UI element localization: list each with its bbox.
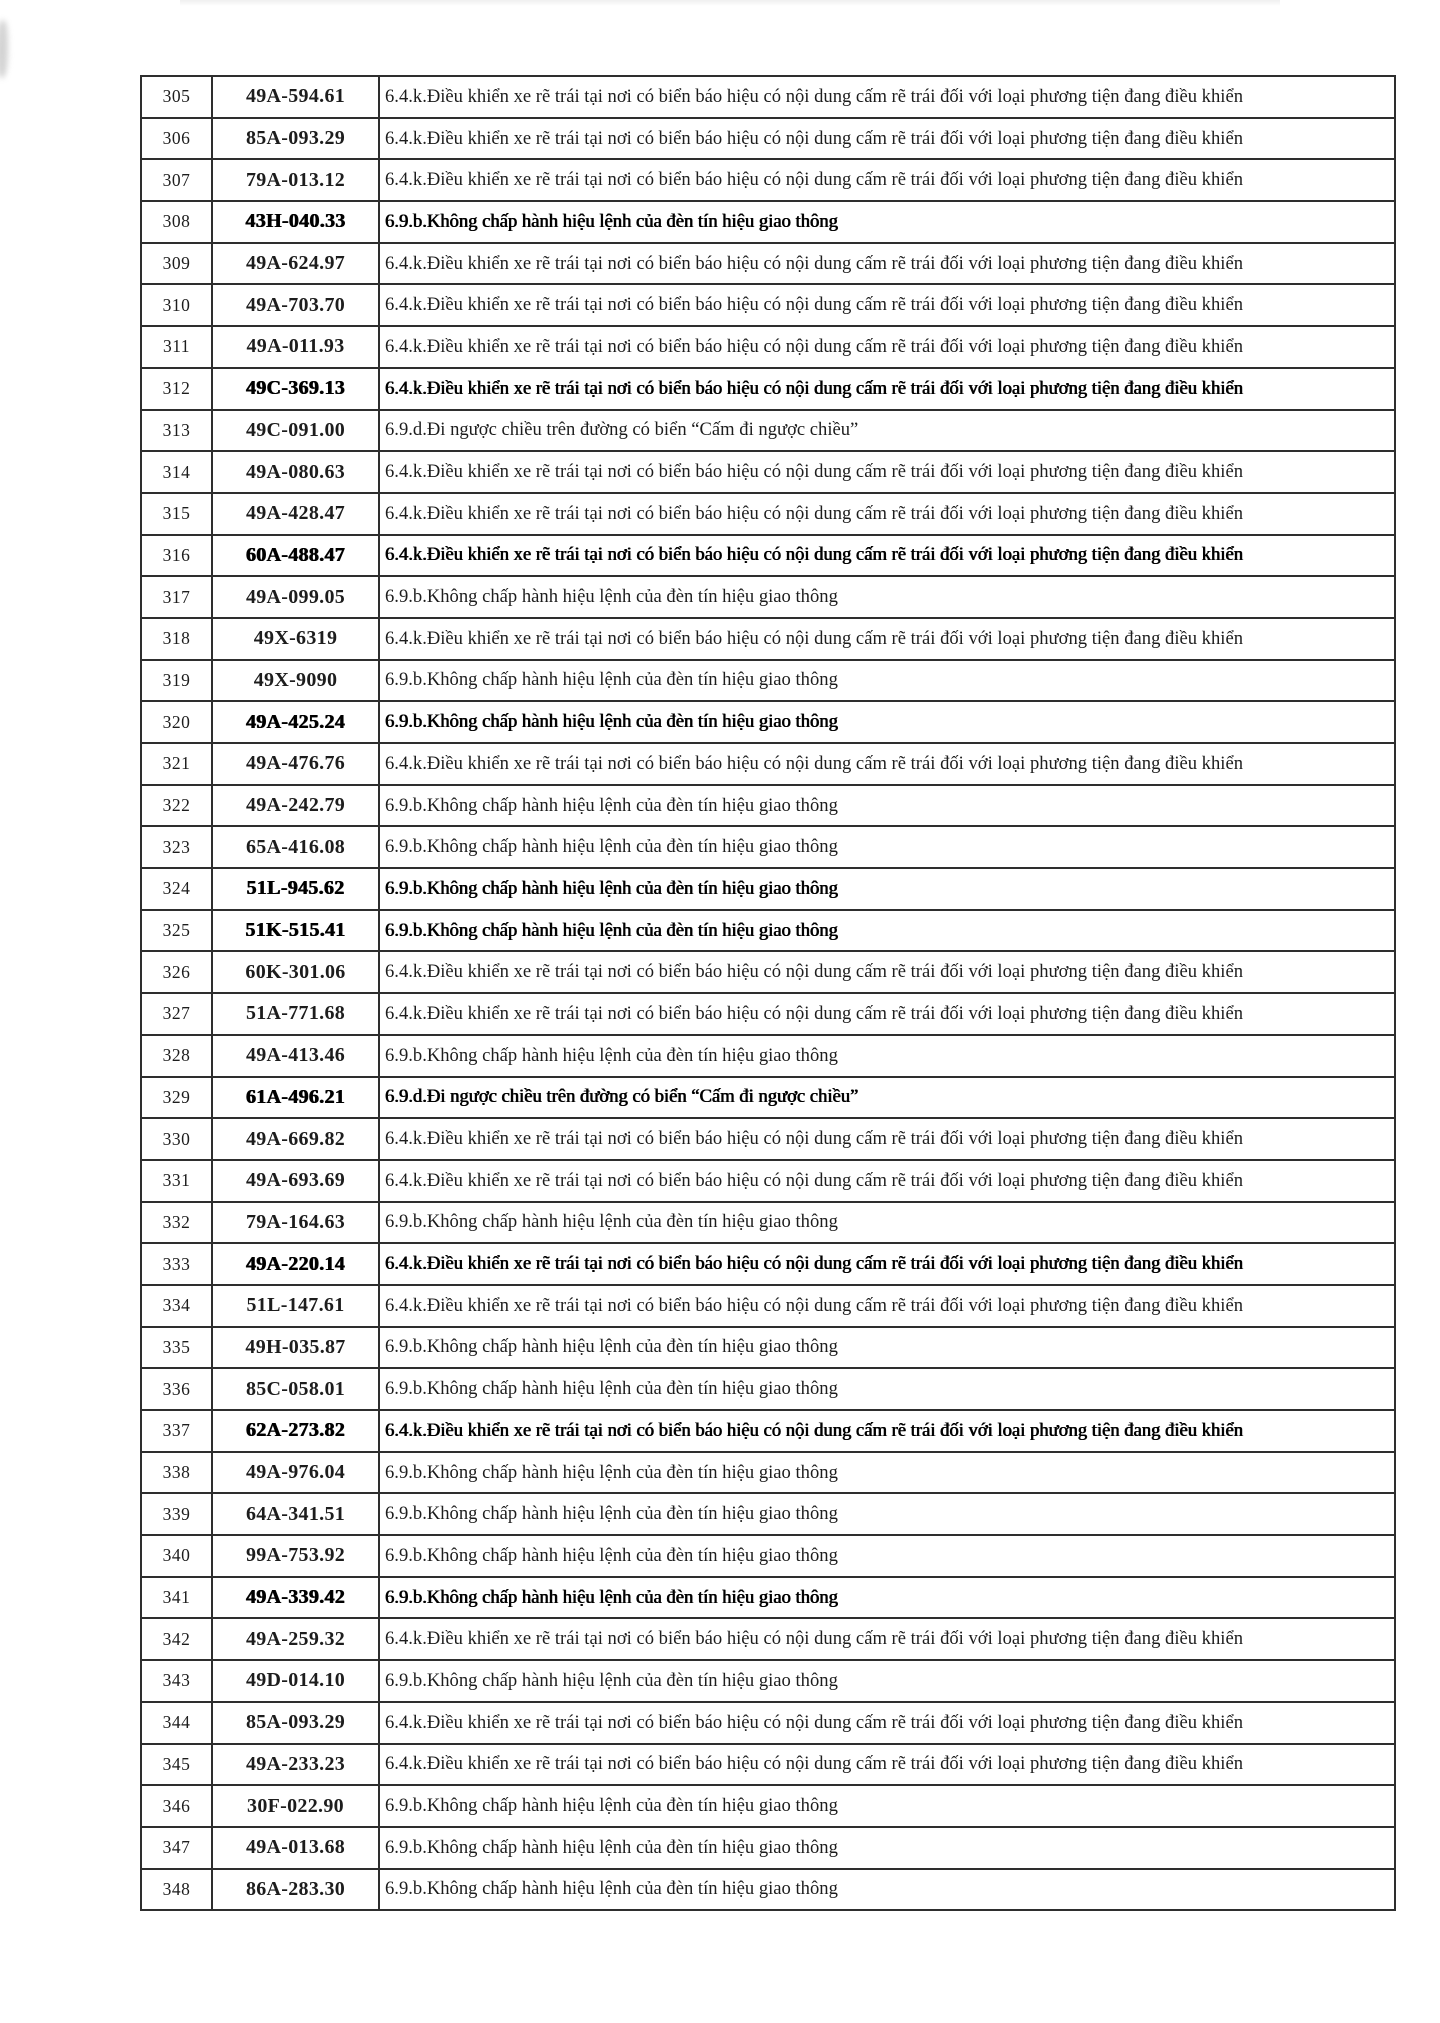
row-number-cell: 319 [141, 660, 212, 702]
row-number-cell: 321 [141, 743, 212, 785]
violation-description-cell: 6.4.k.Điều khiển xe rẽ trái tại nơi có biển báo hiệu có nội dung cấm rẽ trái đối với loại phương tiện đang điều khiển [379, 1285, 1395, 1327]
violation-description-cell: 6.9.b.Không chấp hành hiệu lệnh của đèn tín hiệu giao thông [379, 785, 1395, 827]
license-plate-cell: 85A-093.29 [212, 1702, 379, 1744]
row-number-cell: 348 [141, 1869, 212, 1911]
row-number-cell: 315 [141, 493, 212, 535]
row-number-cell: 305 [141, 76, 212, 118]
violation-description-cell: 6.4.k.Điều khiển xe rẽ trái tại nơi có biển báo hiệu có nội dung cấm rẽ trái đối với loại phương tiện đang điều khiển [379, 1243, 1395, 1285]
violation-description-cell: 6.4.k.Điều khiển xe rẽ trái tại nơi có biển báo hiệu có nội dung cấm rẽ trái đối với loại phương tiện đang điều khiển [379, 76, 1395, 118]
violation-description-cell: 6.4.k.Điều khiển xe rẽ trái tại nơi có biển báo hiệu có nội dung cấm rẽ trái đối với loại phương tiện đang điều khiển [379, 118, 1395, 160]
row-number-cell: 311 [141, 326, 212, 368]
license-plate-cell: 49X-6319 [212, 618, 379, 660]
violation-description-cell: 6.9.b.Không chấp hành hiệu lệnh của đèn tín hiệu giao thông [379, 576, 1395, 618]
violation-description-cell: 6.9.b.Không chấp hành hiệu lệnh của đèn tín hiệu giao thông [379, 1035, 1395, 1077]
row-number-cell: 342 [141, 1618, 212, 1660]
license-plate-cell: 49A-425.24 [212, 701, 379, 743]
table-row [141, 1160, 1395, 1202]
table-row [141, 1702, 1395, 1744]
table-row [141, 1285, 1395, 1327]
table-row [141, 1452, 1395, 1494]
table-row [141, 493, 1395, 535]
row-number-cell: 326 [141, 951, 212, 993]
table-row [141, 1660, 1395, 1702]
license-plate-cell: 49A-339.42 [212, 1577, 379, 1619]
table-row [141, 1327, 1395, 1369]
table-row [141, 1077, 1395, 1119]
license-plate-cell: 49A-624.97 [212, 243, 379, 285]
license-plate-cell: 99A-753.92 [212, 1535, 379, 1577]
row-number-cell: 339 [141, 1493, 212, 1535]
violation-description-cell: 6.9.b.Không chấp hành hiệu lệnh của đèn tín hiệu giao thông [379, 1577, 1395, 1619]
license-plate-cell: 49A-099.05 [212, 576, 379, 618]
row-number-cell: 337 [141, 1410, 212, 1452]
table-row [141, 826, 1395, 868]
table-row [141, 410, 1395, 452]
violation-description-cell: 6.4.k.Điều khiển xe rẽ trái tại nơi có biển báo hiệu có nội dung cấm rẽ trái đối với loại phương tiện đang điều khiển [379, 1744, 1395, 1786]
violation-description-cell: 6.4.k.Điều khiển xe rẽ trái tại nơi có biển báo hiệu có nội dung cấm rẽ trái đối với loại phương tiện đang điều khiển [379, 1118, 1395, 1160]
license-plate-cell: 79A-164.63 [212, 1202, 379, 1244]
license-plate-cell: 49C-091.00 [212, 410, 379, 452]
scan-edge-artifact-left [0, 20, 8, 78]
row-number-cell: 331 [141, 1160, 212, 1202]
table-row [141, 576, 1395, 618]
license-plate-cell: 49A-259.32 [212, 1618, 379, 1660]
table-row [141, 660, 1395, 702]
row-number-cell: 329 [141, 1077, 212, 1119]
violation-description-cell: 6.9.b.Không chấp hành hiệu lệnh của đèn tín hiệu giao thông [379, 1827, 1395, 1869]
license-plate-cell: 49A-011.93 [212, 326, 379, 368]
row-number-cell: 308 [141, 201, 212, 243]
violation-description-cell: 6.9.b.Không chấp hành hiệu lệnh của đèn tín hiệu giao thông [379, 660, 1395, 702]
table-row [141, 76, 1395, 118]
violation-description-cell: 6.9.b.Không chấp hành hiệu lệnh của đèn tín hiệu giao thông [379, 868, 1395, 910]
violation-description-cell: 6.4.k.Điều khiển xe rẽ trái tại nơi có biển báo hiệu có nội dung cấm rẽ trái đối với loại phương tiện đang điều khiển [379, 951, 1395, 993]
row-number-cell: 322 [141, 785, 212, 827]
violation-description-cell: 6.9.b.Không chấp hành hiệu lệnh của đèn tín hiệu giao thông [379, 201, 1395, 243]
table-row [141, 1410, 1395, 1452]
row-number-cell: 347 [141, 1827, 212, 1869]
table-row [141, 993, 1395, 1035]
table-row [141, 618, 1395, 660]
violation-description-cell: 6.4.k.Điều khiển xe rẽ trái tại nơi có biển báo hiệu có nội dung cấm rẽ trái đối với loại phương tiện đang điều khiển [379, 1618, 1395, 1660]
violation-description-cell: 6.4.k.Điều khiển xe rẽ trái tại nơi có biển báo hiệu có nội dung cấm rẽ trái đối với loại phương tiện đang điều khiển [379, 159, 1395, 201]
license-plate-cell: 49H-035.87 [212, 1327, 379, 1369]
row-number-cell: 335 [141, 1327, 212, 1369]
violation-description-cell: 6.9.b.Không chấp hành hiệu lệnh của đèn tín hiệu giao thông [379, 1202, 1395, 1244]
table-row [141, 1618, 1395, 1660]
violation-description-cell: 6.9.b.Không chấp hành hiệu lệnh của đèn tín hiệu giao thông [379, 1327, 1395, 1369]
table-row [141, 1243, 1395, 1285]
row-number-cell: 330 [141, 1118, 212, 1160]
row-number-cell: 317 [141, 576, 212, 618]
license-plate-cell: 49A-693.69 [212, 1160, 379, 1202]
license-plate-cell: 60A-488.47 [212, 535, 379, 577]
license-plate-cell: 62A-273.82 [212, 1410, 379, 1452]
row-number-cell: 333 [141, 1243, 212, 1285]
table-row [141, 451, 1395, 493]
license-plate-cell: 49A-220.14 [212, 1243, 379, 1285]
row-number-cell: 341 [141, 1577, 212, 1619]
row-number-cell: 309 [141, 243, 212, 285]
license-plate-cell: 79A-013.12 [212, 159, 379, 201]
row-number-cell: 336 [141, 1368, 212, 1410]
table-row [141, 1202, 1395, 1244]
license-plate-cell: 85C-058.01 [212, 1368, 379, 1410]
table-row [141, 1577, 1395, 1619]
violation-description-cell: 6.9.b.Không chấp hành hiệu lệnh của đèn tín hiệu giao thông [379, 1535, 1395, 1577]
table-row [141, 535, 1395, 577]
row-number-cell: 320 [141, 701, 212, 743]
row-number-cell: 318 [141, 618, 212, 660]
traffic-violations-table [140, 75, 1396, 1911]
license-plate-cell: 49C-369.13 [212, 368, 379, 410]
table-row [141, 368, 1395, 410]
license-plate-cell: 51L-945.62 [212, 868, 379, 910]
violation-description-cell: 6.4.k.Điều khiển xe rẽ trái tại nơi có biển báo hiệu có nội dung cấm rẽ trái đối với loại phương tiện đang điều khiển [379, 1410, 1395, 1452]
violation-description-cell: 6.9.d.Đi ngược chiều trên đường có biển “Cấm đi ngược chiều” [379, 1077, 1395, 1119]
license-plate-cell: 64A-341.51 [212, 1493, 379, 1535]
violation-description-cell: 6.9.b.Không chấp hành hiệu lệnh của đèn tín hiệu giao thông [379, 1785, 1395, 1827]
table-row [141, 201, 1395, 243]
row-number-cell: 345 [141, 1744, 212, 1786]
license-plate-cell: 49A-080.63 [212, 451, 379, 493]
row-number-cell: 344 [141, 1702, 212, 1744]
license-plate-cell: 65A-416.08 [212, 826, 379, 868]
row-number-cell: 324 [141, 868, 212, 910]
violations-table-body [141, 76, 1395, 1910]
license-plate-cell: 61A-496.21 [212, 1077, 379, 1119]
row-number-cell: 328 [141, 1035, 212, 1077]
violation-description-cell: 6.9.b.Không chấp hành hiệu lệnh của đèn tín hiệu giao thông [379, 1869, 1395, 1911]
license-plate-cell: 30F-022.90 [212, 1785, 379, 1827]
row-number-cell: 316 [141, 535, 212, 577]
row-number-cell: 343 [141, 1660, 212, 1702]
violation-description-cell: 6.4.k.Điều khiển xe rẽ trái tại nơi có biển báo hiệu có nội dung cấm rẽ trái đối với loại phương tiện đang điều khiển [379, 993, 1395, 1035]
license-plate-cell: 49A-233.23 [212, 1744, 379, 1786]
license-plate-cell: 49A-013.68 [212, 1827, 379, 1869]
violation-description-cell: 6.9.b.Không chấp hành hiệu lệnh của đèn tín hiệu giao thông [379, 1368, 1395, 1410]
license-plate-cell: 85A-093.29 [212, 118, 379, 160]
table-row [141, 1827, 1395, 1869]
row-number-cell: 332 [141, 1202, 212, 1244]
violation-description-cell: 6.4.k.Điều khiển xe rẽ trái tại nơi có biển báo hiệu có nội dung cấm rẽ trái đối với loại phương tiện đang điều khiển [379, 493, 1395, 535]
table-row [141, 868, 1395, 910]
row-number-cell: 323 [141, 826, 212, 868]
license-plate-cell: 60K-301.06 [212, 951, 379, 993]
license-plate-cell: 86A-283.30 [212, 1869, 379, 1911]
table-row [141, 1744, 1395, 1786]
license-plate-cell: 49A-669.82 [212, 1118, 379, 1160]
row-number-cell: 346 [141, 1785, 212, 1827]
violation-description-cell: 6.4.k.Điều khiển xe rẽ trái tại nơi có biển báo hiệu có nội dung cấm rẽ trái đối với loại phương tiện đang điều khiển [379, 1702, 1395, 1744]
violation-description-cell: 6.4.k.Điều khiển xe rẽ trái tại nơi có biển báo hiệu có nội dung cấm rẽ trái đối với loại phương tiện đang điều khiển [379, 743, 1395, 785]
table-row [141, 243, 1395, 285]
license-plate-cell: 49A-476.76 [212, 743, 379, 785]
table-row [141, 1368, 1395, 1410]
license-plate-cell: 49A-428.47 [212, 493, 379, 535]
row-number-cell: 314 [141, 451, 212, 493]
violation-description-cell: 6.4.k.Điều khiển xe rẽ trái tại nơi có biển báo hiệu có nội dung cấm rẽ trái đối với loại phương tiện đang điều khiển [379, 1160, 1395, 1202]
row-number-cell: 338 [141, 1452, 212, 1494]
violation-description-cell: 6.9.d.Đi ngược chiều trên đường có biển “Cấm đi ngược chiều” [379, 410, 1395, 452]
license-plate-cell: 49D-014.10 [212, 1660, 379, 1702]
table-row [141, 701, 1395, 743]
table-row [141, 951, 1395, 993]
table-row [141, 1869, 1395, 1911]
row-number-cell: 307 [141, 159, 212, 201]
row-number-cell: 340 [141, 1535, 212, 1577]
row-number-cell: 327 [141, 993, 212, 1035]
violation-description-cell: 6.9.b.Không chấp hành hiệu lệnh của đèn tín hiệu giao thông [379, 1452, 1395, 1494]
table-row [141, 1118, 1395, 1160]
violation-description-cell: 6.4.k.Điều khiển xe rẽ trái tại nơi có biển báo hiệu có nội dung cấm rẽ trái đối với loại phương tiện đang điều khiển [379, 618, 1395, 660]
scan-edge-artifact-top [180, 0, 1280, 6]
table-row [141, 284, 1395, 326]
violation-description-cell: 6.4.k.Điều khiển xe rẽ trái tại nơi có biển báo hiệu có nội dung cấm rẽ trái đối với loại phương tiện đang điều khiển [379, 284, 1395, 326]
table-row [141, 326, 1395, 368]
violation-description-cell: 6.4.k.Điều khiển xe rẽ trái tại nơi có biển báo hiệu có nội dung cấm rẽ trái đối với loại phương tiện đang điều khiển [379, 535, 1395, 577]
table-row [141, 1535, 1395, 1577]
violation-description-cell: 6.4.k.Điều khiển xe rẽ trái tại nơi có biển báo hiệu có nội dung cấm rẽ trái đối với loại phương tiện đang điều khiển [379, 451, 1395, 493]
license-plate-cell: 49A-703.70 [212, 284, 379, 326]
row-number-cell: 313 [141, 410, 212, 452]
table-row [141, 1493, 1395, 1535]
license-plate-cell: 49A-413.46 [212, 1035, 379, 1077]
row-number-cell: 306 [141, 118, 212, 160]
license-plate-cell: 43H-040.33 [212, 201, 379, 243]
table-row [141, 1785, 1395, 1827]
row-number-cell: 312 [141, 368, 212, 410]
license-plate-cell: 49A-594.61 [212, 76, 379, 118]
table-row [141, 785, 1395, 827]
violation-description-cell: 6.9.b.Không chấp hành hiệu lệnh của đèn tín hiệu giao thông [379, 910, 1395, 952]
row-number-cell: 334 [141, 1285, 212, 1327]
license-plate-cell: 49X-9090 [212, 660, 379, 702]
violation-description-cell: 6.9.b.Không chấp hành hiệu lệnh của đèn tín hiệu giao thông [379, 701, 1395, 743]
violation-description-cell: 6.4.k.Điều khiển xe rẽ trái tại nơi có biển báo hiệu có nội dung cấm rẽ trái đối với loại phương tiện đang điều khiển [379, 243, 1395, 285]
table-row [141, 743, 1395, 785]
violation-description-cell: 6.9.b.Không chấp hành hiệu lệnh của đèn tín hiệu giao thông [379, 1493, 1395, 1535]
violation-description-cell: 6.9.b.Không chấp hành hiệu lệnh của đèn tín hiệu giao thông [379, 826, 1395, 868]
violation-description-cell: 6.9.b.Không chấp hành hiệu lệnh của đèn tín hiệu giao thông [379, 1660, 1395, 1702]
table-row [141, 910, 1395, 952]
license-plate-cell: 51L-147.61 [212, 1285, 379, 1327]
table-row [141, 118, 1395, 160]
license-plate-cell: 49A-242.79 [212, 785, 379, 827]
license-plate-cell: 49A-976.04 [212, 1452, 379, 1494]
violation-description-cell: 6.4.k.Điều khiển xe rẽ trái tại nơi có biển báo hiệu có nội dung cấm rẽ trái đối với loại phương tiện đang điều khiển [379, 326, 1395, 368]
table-row [141, 159, 1395, 201]
table-row [141, 1035, 1395, 1077]
license-plate-cell: 51A-771.68 [212, 993, 379, 1035]
row-number-cell: 310 [141, 284, 212, 326]
violation-description-cell: 6.4.k.Điều khiển xe rẽ trái tại nơi có biển báo hiệu có nội dung cấm rẽ trái đối với loại phương tiện đang điều khiển [379, 368, 1395, 410]
row-number-cell: 325 [141, 910, 212, 952]
license-plate-cell: 51K-515.41 [212, 910, 379, 952]
